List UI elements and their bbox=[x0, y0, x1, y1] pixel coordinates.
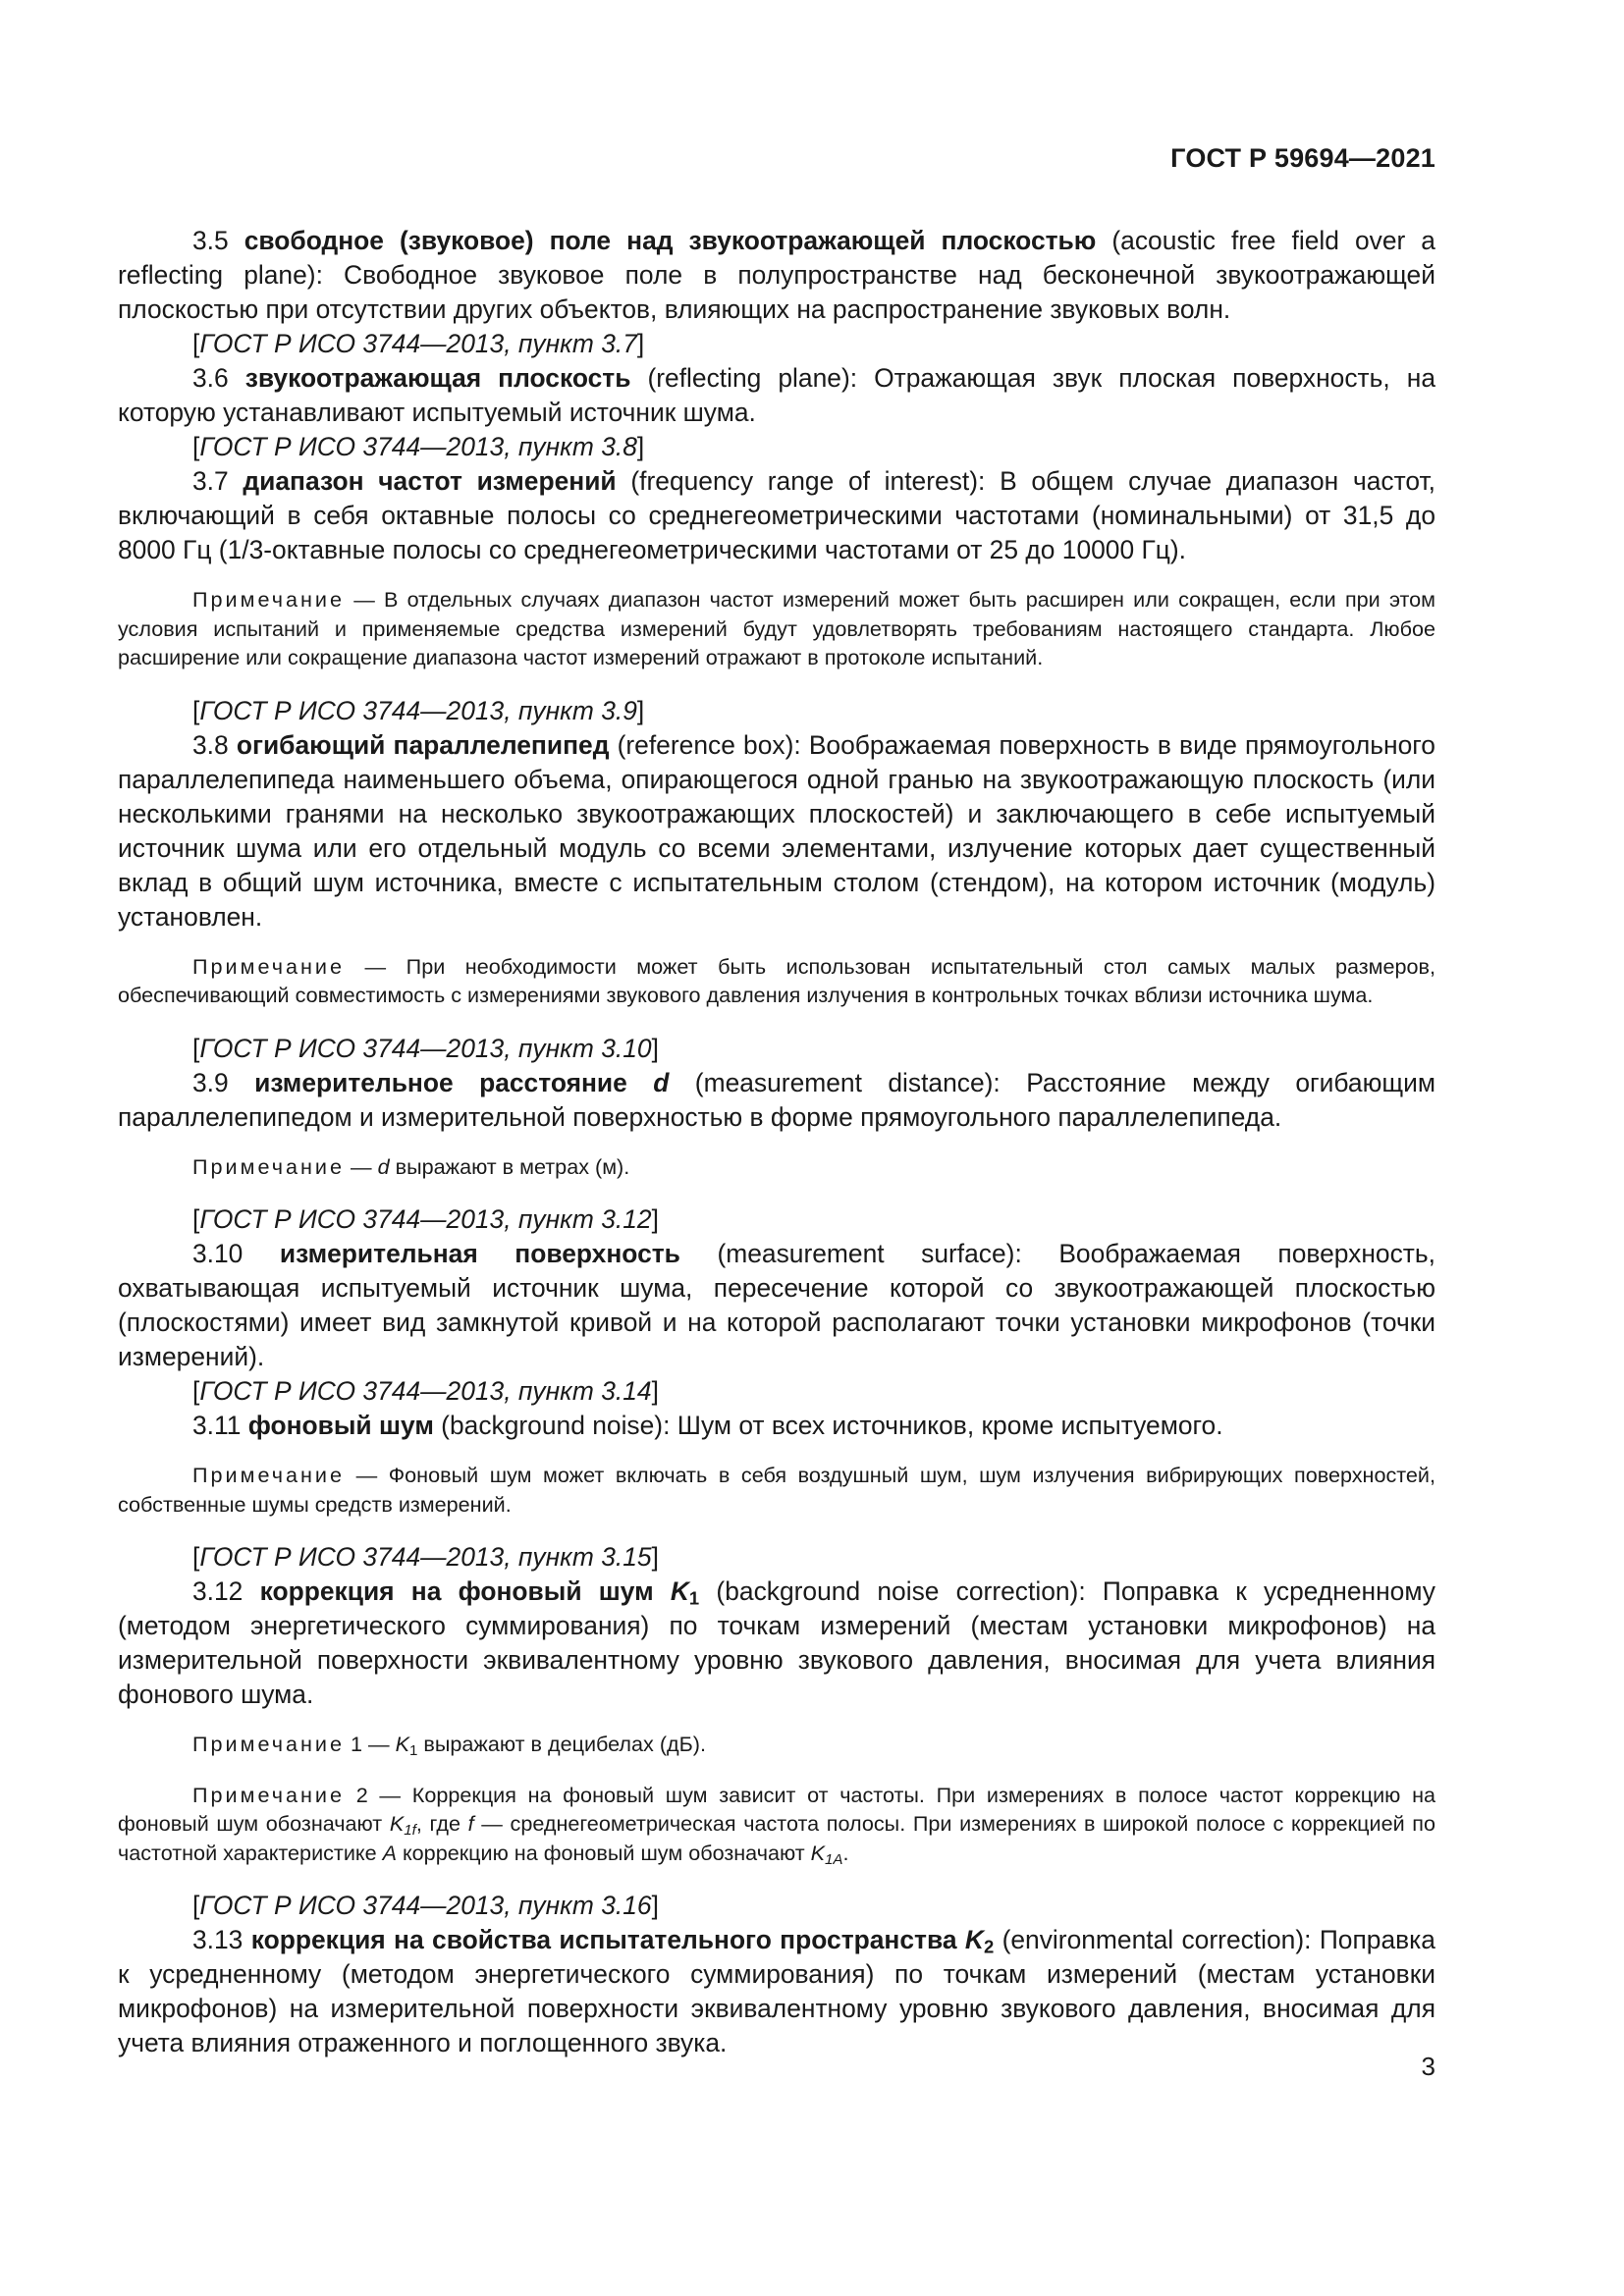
term-entry-3-8: 3.8 огибающий параллелепипед (reference box): Воображаемая поверхность в виде прямоугольного параллелепипеда наименьшего объема, опирающегося одной гранью на звукоотражающую плоскость (или несколькими гранями на несколько звукоотражающих плоскостей) и заключающего в себе испытуемый источник шума или его отдельный модуль со всеми элементами, излучение которых дает существенный вклад в общий шум источника, вместе с испытательным столом (стендом), на котором источник (модуль) установлен. bbox=[118, 729, 1435, 932]
terms-content bbox=[118, 224, 1435, 2060]
page-number: 3 bbox=[1421, 2052, 1435, 2081]
source-reference: [ГОСТ Р ИСО 3744—2013, пункт 3.9] bbox=[192, 695, 645, 725]
term-title: коррекция на фоновый шум $K_1$ bbox=[259, 1576, 700, 1609]
note: Примечание — d выражают в метрах (м). bbox=[192, 1153, 630, 1179]
document-page bbox=[118, 0, 1435, 2296]
term-entry-3-10: 3.10 измерительная поверхность (measurement surface): Воображаемая поверхность, охватывающая испытуемый источник шума, пересечение которой со звукоотражающей плоскостью (плоскостями) имеет вид замкнутой кривой и на которой располагают точки установки микрофонов (точки измерений). bbox=[118, 1239, 1435, 1371]
source-reference: [ГОСТ Р ИСО 3744—2013, пункт 3.15] bbox=[192, 1542, 659, 1572]
source-reference: [ГОСТ Р ИСО 3744—2013, пункт 3.8] bbox=[192, 432, 645, 461]
note: Примечание — В отдельных случаях диапазон частот измерений может быть расширен или сокращен, если при этом условия испытаний и применяемые средства измерений будут удовлетворять требованиям настоящего стандарта. Любое расширение или сокращение диапазона частот измерений отражают в протоколе испытаний. bbox=[118, 587, 1435, 669]
term-entry-3-5: 3.5 свободное (звуковое) поле над звукоотражающей плоскостью (acoustic free field over a reflecting plane): Свободное звуковое поле в полупространстве над бесконечной звукоотражающей плоскостью при отсутствии других объектов, влияющих на распространение звуковых волн. bbox=[118, 226, 1435, 324]
source-reference: [ГОСТ Р ИСО 3744—2013, пункт 3.12] bbox=[192, 1204, 659, 1234]
term-entry-3-6: 3.6 звукоотражающая плоскость (reflecting plane): Отражающая звук плоская поверхность, на которую устанавливают испытуемый источник шума. bbox=[118, 363, 1435, 427]
term-title: фоновый шум bbox=[247, 1411, 434, 1440]
document-id-header: ГОСТ Р 59694—2021 bbox=[1170, 143, 1435, 173]
term-title: коррекция на свойства испытательного пространства $K_2$ bbox=[250, 1925, 995, 1957]
source-reference: [ГОСТ Р ИСО 3744—2013, пункт 3.16] bbox=[192, 1891, 659, 1920]
term-title: измерительная поверхность bbox=[279, 1239, 680, 1268]
term-title: звукоотражающая плоскость bbox=[244, 363, 631, 393]
note: Примечание — При необходимости может быть использован испытательный стол самых малых размеров, обеспечивающий совместимость с измерениями звукового давления излучения в контрольных точках вблизи источника шума. bbox=[118, 953, 1435, 1007]
term-entry-3-12: 3.12 коррекция на фоновый шум $K_1$ (background noise correction): Поправка к усредненному (методом энергетического суммирования) по точкам измерений (местам установки микрофонов) на измерительной поверхности эквивалентному уровню звукового давления, вносимая для учета влияния фонового шума. bbox=[118, 1576, 1435, 1709]
term-entry-3-13: 3.13 коррекция на свойства испытательного пространства $K_2$ (environmental correction): Поправка к усредненному (методом энергетического суммирования) по точкам измерений (местам установки микрофонов) на измерительной поверхности эквивалентному уровню звукового давления, вносимая для учета влияния отраженного и поглощенного звука. bbox=[118, 1925, 1435, 2057]
note-1: Примечание 1 — $K_1$ выражают в децибелах (дБ). bbox=[192, 1732, 706, 1759]
term-title: огибающий параллелепипед bbox=[236, 729, 610, 760]
source-reference: [ГОСТ Р ИСО 3744—2013, пункт 3.14] bbox=[192, 1376, 659, 1406]
source-reference: [ГОСТ Р ИСО 3744—2013, пункт 3.7] bbox=[192, 329, 645, 358]
term-title: диапазон частот измерений bbox=[243, 466, 617, 496]
term-title: измерительное расстояние d bbox=[254, 1067, 670, 1097]
term-entry-3-7: 3.7 диапазон частот измерений (frequency range of interest): В общем случае диапазон частот, включающий в себя октавные полосы со среднегеометрическими частотами (номинальными) от 31,5 до 8000 Гц (1/3-октавные полосы со среднегеометрическими частотами от 25 до 10000 Гц). bbox=[118, 466, 1435, 564]
term-entry-3-9: 3.9 измерительное расстояние d (measurement distance): Расстояние между огибающим параллелепипедом и измерительной поверхностью в форме прямоугольного параллелепипеда. bbox=[118, 1067, 1435, 1132]
term-title: свободное (звуковое) поле над звукоотражающей плоскостью bbox=[244, 226, 1097, 255]
source-reference: [ГОСТ Р ИСО 3744—2013, пункт 3.10] bbox=[192, 1033, 659, 1063]
term-entry-3-11: 3.11 фоновый шум (background noise): Шум от всех источников, кроме испытуемого. bbox=[192, 1411, 1223, 1440]
note: Примечание — Фоновый шум может включать в себя воздушный шум, шум излучения вибрирующих поверхностей, собственные шумы средств измерений. bbox=[118, 1463, 1435, 1517]
note-2: Примечание 2 — Коррекция на фоновый шум зависит от частоты. При измерениях в полосе частот коррекцию на фоновый шум обозначают $K_{1f}$, где f — среднегеометрическая частота полосы. При измерениях в широкой полосе с коррекцией по частотной характеристике A коррекцию на фоновый шум обозначают $K_{1A}$. bbox=[118, 1782, 1436, 1868]
